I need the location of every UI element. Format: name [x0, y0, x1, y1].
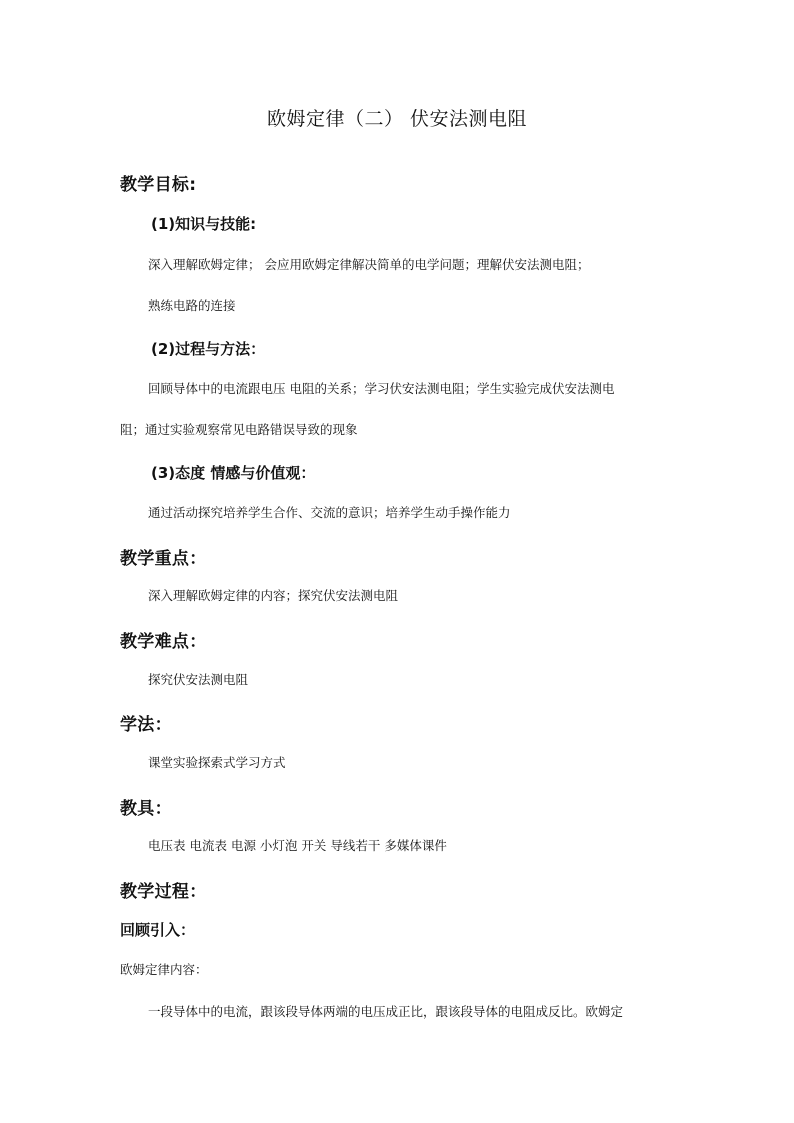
- document-title: 欧姆定律（二） 伏安法测电阻: [266, 108, 528, 130]
- review-intro-heading: 回顾引入：: [120, 921, 196, 939]
- process-methods-line-1: 回顾导体中的电流跟电压 电阻的关系；学习伏安法测电阻；学生实验完成伏安法测电: [148, 381, 615, 396]
- process-methods-line-2: 阻；通过实验观察常见电路错误导致的现象: [120, 422, 358, 437]
- difficulties-heading: 教学难点：: [120, 632, 207, 652]
- ohms-law-label: 欧姆定律内容：: [120, 962, 208, 977]
- attitude-values-heading: (3)态度 情感与价值观：: [151, 464, 316, 482]
- key-points-line-1: 深入理解欧姆定律的内容；探究伏安法测电阻: [148, 588, 399, 603]
- ohms-law-line-1: 一段导体中的电流，跟该段导体两端的电压成正比，跟该段导体的电阻成反比。欧姆定: [148, 1004, 624, 1019]
- teaching-tools-heading: 教具：: [120, 799, 172, 819]
- study-method-line-1: 课堂实验探索式学习方式: [148, 755, 286, 770]
- key-points-heading: 教学重点：: [120, 549, 207, 569]
- teaching-tools-line-1: 电压表 电流表 电源 小灯泡 开关 导线若干 多媒体课件: [148, 838, 447, 853]
- knowledge-skills-line-1: 深入理解欧姆定律； 会应用欧姆定律解决简单的电学问题；理解伏安法测电阻；: [148, 257, 590, 272]
- process-methods-heading: (2)过程与方法：: [151, 340, 266, 358]
- objectives-heading: 教学目标:: [120, 175, 197, 195]
- teaching-process-heading: 教学过程：: [120, 882, 207, 902]
- knowledge-skills-line-2: 熟练电路的连接: [148, 298, 236, 313]
- study-method-heading: 学法：: [120, 715, 172, 735]
- attitude-values-line-1: 通过活动探究培养学生合作、交流的意识；培养学生动手操作能力: [148, 505, 511, 520]
- difficulties-line-1: 探究伏安法测电阻: [148, 672, 249, 687]
- knowledge-skills-heading: (1)知识与技能:: [151, 215, 257, 233]
